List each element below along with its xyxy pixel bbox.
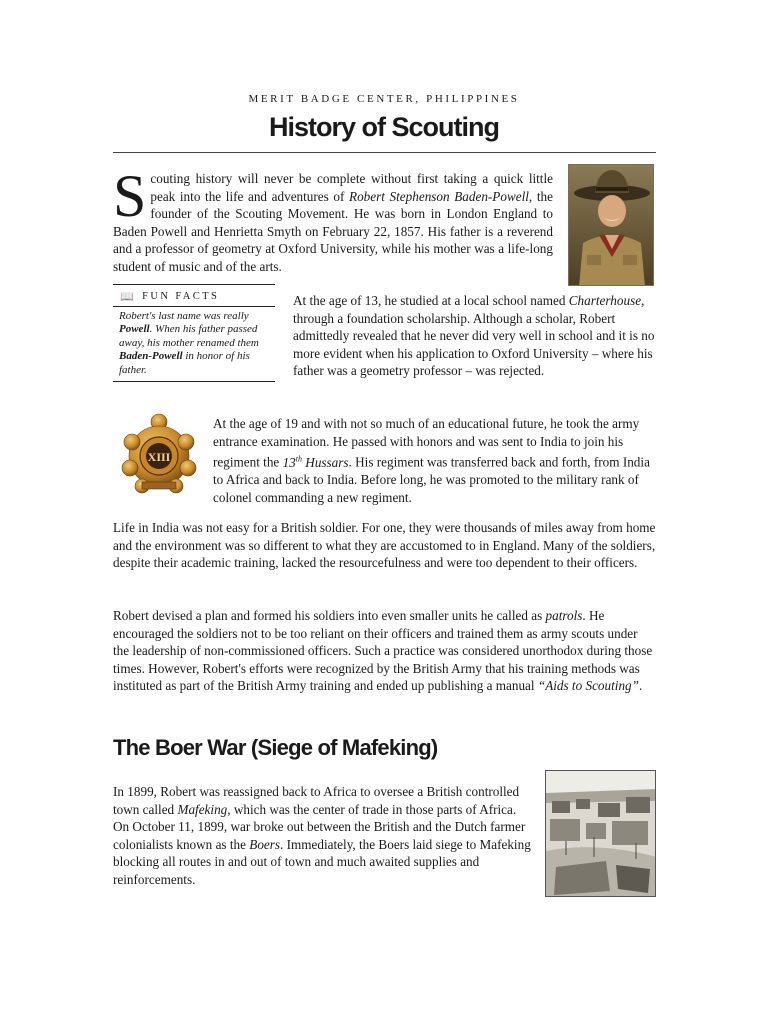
charterhouse-paragraph xyxy=(293,292,655,380)
regiment-ordinal: th xyxy=(295,454,302,464)
india-text: Life in India was not easy for a British soldier. For one, they were thousands of miles away from home and the environment was so different to what they are accustomed to in England. Many of the soldiers, despite their academic training, lacked the resourcefulness and were too dependent to their officers. xyxy=(113,520,656,571)
mafeking-text-a: In 1899, Robert was reassigned back to Africa to oversee a British controlled town called xyxy=(113,784,520,817)
manual-title: “Aids to Scouting” xyxy=(537,678,639,694)
fun-facts-text-a: Robert's last name was really xyxy=(119,310,249,322)
regiment-badge-emblem xyxy=(120,412,198,496)
regiment-name: Hussars xyxy=(302,454,349,470)
army-text-b: . His regiment was transferred back and forth, from India to Africa and back to India. Before long, he was promoted to the military rank of colonel commanding a new regiment. xyxy=(213,454,650,505)
fun-facts-text-c: in honor of his father. xyxy=(119,350,250,376)
patrols-text-c: . xyxy=(638,678,643,694)
intro-text-a: couting history will never be complete without first taking a quick little peak into the life and adventures of xyxy=(150,171,553,204)
hussars-badge xyxy=(120,412,198,496)
charterhouse-text-a: At the age of 13, he studied at a local school named xyxy=(293,293,569,308)
boers-term: Boers xyxy=(249,836,281,852)
drop-cap: S xyxy=(113,163,147,229)
regiment-number: 13 xyxy=(282,454,296,470)
school-name: Charterhouse xyxy=(568,293,642,308)
intro-paragraph xyxy=(113,163,553,276)
fun-facts-heading-text: FUN FACTS xyxy=(142,291,220,302)
baden-powell-portrait xyxy=(568,164,654,286)
army-paragraph xyxy=(213,415,656,506)
charterhouse-text-b: , through a foundation scholarship. Although a scholar, Robert admittedly revealed that he never did very well in school and it is no more evident when his application to Oxford University – where his father was a geometry professor – was rejected. xyxy=(293,293,655,379)
patrols-text-b: . He encouraged the soldiers not to be too reliant on their officers and trained them as army scouts under the leadership of non-commissioned officers. Such a practice was considered unorthodox during those times. However, Robert's efforts were recognized by the British Army that his training methods was instituted as part of the British Army training and ended up publishing a manual xyxy=(113,608,653,694)
town-name: Mafeking xyxy=(177,801,228,817)
mafeking-town-photo xyxy=(545,770,656,897)
fun-facts-bold-baden-powell: Baden-Powell xyxy=(119,350,183,363)
intro-founder-name: Robert Stephenson Baden-Powell, xyxy=(349,188,533,204)
fun-facts-text xyxy=(113,307,275,382)
title-divider xyxy=(113,152,656,153)
intro-text-b: the founder of the Scouting Movement. He was born in London England to Baden Powell and Henrietta Smyth on February 22, 1857. His father is a reverend and a professor of geometry at Oxford University, while his mother was a life-long student of music and of the arts. xyxy=(113,188,553,274)
army-text-a: At the age of 19 and with not so much of an educational future, he took the army entrance examination. He passed with honors and was sent to India to join his regiment the xyxy=(213,416,640,470)
page-title: History of Scouting xyxy=(269,112,499,142)
mafeking-paragraph xyxy=(113,783,533,889)
fun-facts-bold-powell: Powell xyxy=(119,323,150,336)
patrols-term: patrols xyxy=(545,608,583,623)
fun-facts-text-b: . When his father passed away, his mother renamed them xyxy=(119,323,259,349)
india-paragraph xyxy=(113,519,656,572)
boer-war-heading: The Boer War (Siege of Mafeking) xyxy=(113,735,438,760)
fun-facts-box xyxy=(113,284,275,382)
patrols-paragraph xyxy=(113,607,656,695)
mafeking-text-c: . Immediately, the Boers laid siege to Mafeking blocking all routes in and out of town and much awaited supplies and reinforcements. xyxy=(113,836,531,887)
fun-facts-heading xyxy=(113,285,275,307)
portrait-illustration xyxy=(569,165,654,286)
publisher-kicker: MERIT BADGE CENTER, PHILIPPINES xyxy=(248,93,520,105)
mafeking-text-b: , which was the center of trade in those parts of Africa. On October 11, 1899, war broke out between the British and the Dutch farmer colonialists known as the xyxy=(113,801,526,852)
patrols-text-a: Robert devised a plan and formed his soldiers into even smaller units he called as xyxy=(113,608,546,623)
badge-numeral: XIII xyxy=(147,450,171,464)
book-icon: 📖 xyxy=(120,291,137,303)
mafeking-illustration xyxy=(546,771,656,897)
